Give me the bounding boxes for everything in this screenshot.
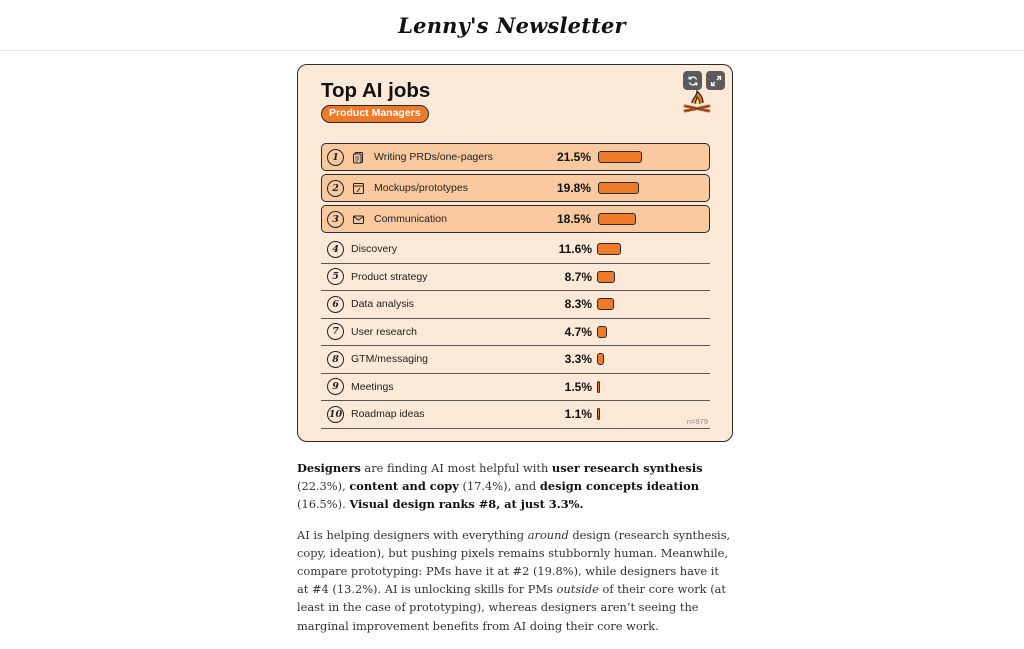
bold-text: Designers <box>297 461 361 475</box>
value-bar <box>598 182 639 194</box>
italic-text: around <box>527 527 569 542</box>
rank-badge: 10 <box>327 406 344 423</box>
value-bar <box>597 326 607 338</box>
bold-text: Visual design ranks #8, at just 3.3%. <box>349 497 584 512</box>
expand-icon <box>710 75 722 87</box>
expand-button[interactable] <box>706 71 725 90</box>
value-label: 21.5% <box>556 150 591 164</box>
ranking-row <box>321 174 710 202</box>
value-bar <box>597 271 615 283</box>
value-bar <box>597 381 600 393</box>
ranking-list <box>321 143 710 429</box>
category-label: Discovery <box>351 243 398 256</box>
ranking-row <box>321 143 710 171</box>
value-bar <box>597 353 604 365</box>
value-bar <box>598 213 636 225</box>
value-bar <box>597 408 600 420</box>
text-run: of their core work (at least in the case of prototyping), whereas designers aren’t seeing the marginal improvement benefits from AI doing their core work. <box>297 582 727 633</box>
value-label: 8.7% <box>564 269 592 284</box>
category-label: User research <box>351 325 417 338</box>
category-label: Meetings <box>351 380 394 393</box>
text-run: AI is helping designers with everything <box>297 527 528 542</box>
chart-title: Top AI jobs <box>321 79 431 102</box>
text-run: (16.5%). <box>297 497 350 512</box>
rank-badge: 2 <box>327 180 344 197</box>
text-run: (22.3%), <box>297 479 350 494</box>
value-bar <box>598 151 642 163</box>
ranking-row <box>321 264 710 292</box>
ranking-row <box>321 319 710 347</box>
rank-badge: 5 <box>327 268 344 285</box>
article-paragraph-1 <box>297 459 733 514</box>
text-run: (17.4%), and <box>458 479 540 494</box>
ranking-row <box>321 236 710 264</box>
value-label: 3.3% <box>564 352 592 367</box>
segment-pill: Product Managers <box>321 105 429 123</box>
rank-badge: 1 <box>327 149 344 166</box>
rank-badge: 3 <box>327 211 344 228</box>
mascot-icon <box>682 89 712 113</box>
italic-text: outside <box>556 582 599 597</box>
ranking-row <box>321 401 710 429</box>
category-label: Writing PRDs/one-pagers <box>374 151 493 163</box>
site-title[interactable]: Lenny's Newsletter <box>398 12 626 38</box>
article-body <box>297 459 733 647</box>
rank-badge: 4 <box>327 241 344 258</box>
text-run: are finding AI most helpful with <box>360 461 552 475</box>
article-paragraph-2 <box>297 526 733 635</box>
sample-size-note: n=979 <box>686 417 708 426</box>
category-label: Data analysis <box>351 298 415 311</box>
bold-text: content and copy <box>349 479 459 494</box>
category-label: GTM/messaging <box>351 353 429 366</box>
value-label: 1.5% <box>564 379 592 394</box>
rank-badge: 8 <box>327 351 344 368</box>
bold-text: design concepts ideation <box>539 479 700 494</box>
category-label: Communication <box>374 213 447 225</box>
value-bar <box>597 243 621 255</box>
category-label: Mockups/prototypes <box>374 182 468 194</box>
mail-icon <box>352 213 365 226</box>
text-run: design (research synthesis, copy, ideation), but pushing pixels remains stubbornly human. Meanwhile, compare prototyping: PMs have it at #2 (19.8%), while designers have it at #4 (13.2%). AI is unlocking skills for PMs <box>297 527 731 597</box>
rank-badge: 6 <box>327 296 344 313</box>
document-icon <box>352 151 365 164</box>
category-label: Product strategy <box>351 270 428 283</box>
refresh-icon <box>687 75 699 87</box>
value-label: 11.6% <box>558 242 592 257</box>
value-label: 8.3% <box>564 297 592 312</box>
value-label: 1.1% <box>564 407 592 422</box>
rank-badge: 7 <box>327 323 344 340</box>
category-label: Roadmap ideas <box>351 408 425 421</box>
ranking-row <box>321 374 710 402</box>
value-bar <box>597 298 614 310</box>
ranking-row <box>321 346 710 374</box>
chart-card <box>297 64 733 442</box>
ranking-row <box>321 205 710 233</box>
value-label: 4.7% <box>564 324 592 339</box>
ranking-row <box>321 291 710 319</box>
value-label: 18.5% <box>556 212 591 226</box>
rank-badge: 9 <box>327 378 344 395</box>
mockup-icon <box>352 182 365 195</box>
refresh-button[interactable] <box>683 71 702 90</box>
bold-text: user research synthesis <box>551 461 703 475</box>
site-header <box>0 0 1024 51</box>
value-label: 19.8% <box>556 181 591 195</box>
